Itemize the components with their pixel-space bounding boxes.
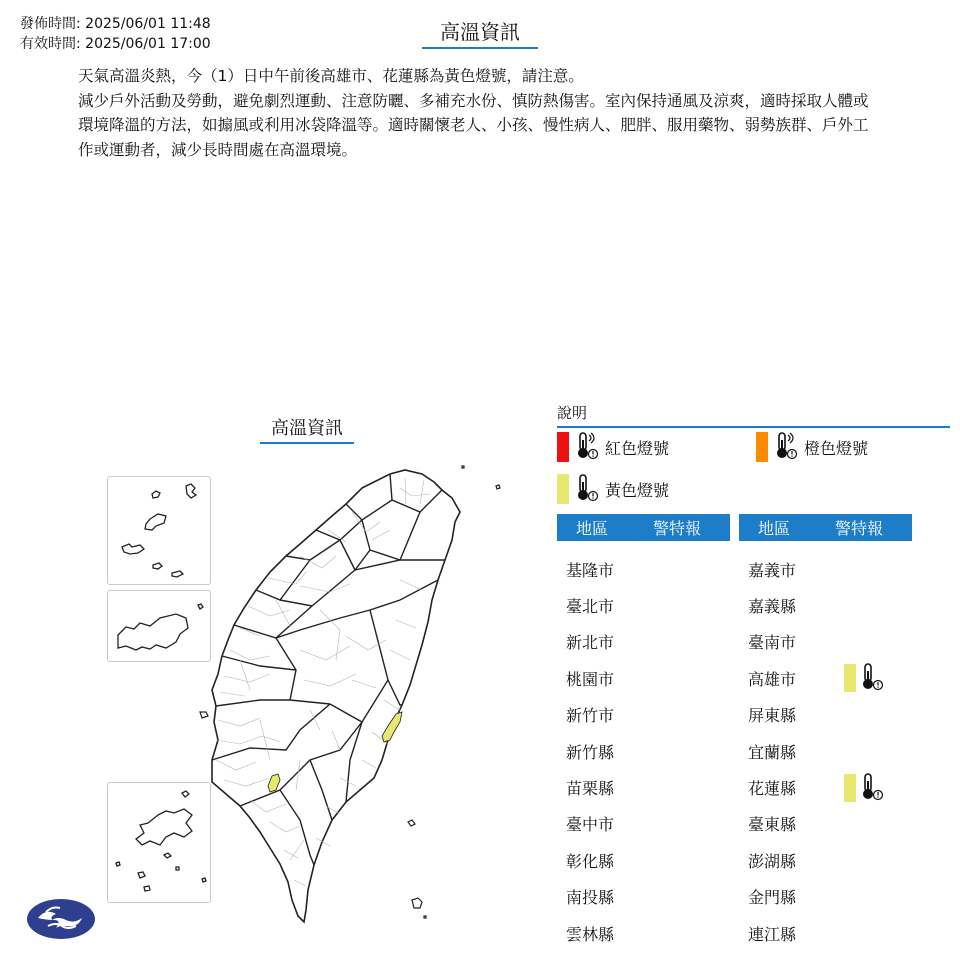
table-row — [557, 733, 730, 769]
issued-time: 2025/06/01 11:48 — [85, 16, 211, 32]
valid-time: 2025/06/01 17:00 — [85, 36, 211, 52]
table-row — [739, 806, 912, 842]
table-row — [739, 551, 912, 587]
region-name: 新竹市 — [566, 706, 615, 726]
region-name: 苗栗縣 — [566, 779, 615, 799]
thermometer-warning-icon — [575, 472, 599, 506]
region-name: 屏東縣 — [748, 706, 797, 726]
legend-title: 說明 — [557, 402, 950, 428]
region-name: 臺東縣 — [748, 815, 797, 835]
page-title: 高溫資訊 — [422, 16, 538, 49]
message-line-2: 減少戶外活動及勞動，避免劇烈運動、注意防曬、多補充水份、慎防熱傷害。室內保持通風及涼爽，適時採取人體或環境降溫的方法，如搧風或利用冰袋降溫等。適時關懷老人、小孩、慢性病人、肥胖、服用藥物、弱勢族群、戶外工作或運動者，減少長時間處在高溫環境。 — [78, 91, 869, 159]
issued-label: 發佈時間: — [20, 16, 81, 32]
thermometer-warning-icon — [575, 430, 599, 464]
table-row — [739, 587, 912, 623]
col-region: 地區 — [575, 519, 608, 538]
region-name: 嘉義市 — [748, 560, 797, 580]
legend-red-label: 紅色燈號 — [605, 438, 670, 458]
valid-label: 有效時間: — [20, 36, 81, 52]
map-title: 高溫資訊 — [260, 414, 354, 444]
region-name: 基隆市 — [566, 560, 615, 580]
table-row — [557, 697, 730, 733]
region-name: 桃園市 — [566, 669, 615, 689]
yellow-swatch — [844, 774, 856, 802]
region-name: 嘉義縣 — [748, 597, 797, 617]
table-row — [739, 769, 912, 805]
legend-yellow — [557, 472, 669, 506]
thermometer-warning-icon — [860, 771, 884, 805]
region-name: 臺南市 — [748, 633, 797, 653]
region-name: 金門縣 — [748, 888, 797, 908]
col-region: 地區 — [757, 519, 790, 538]
table-rows — [739, 551, 912, 951]
region-name: 臺北市 — [566, 597, 615, 617]
region-table-right — [739, 514, 912, 951]
table-row — [557, 660, 730, 696]
region-name: 高雄市 — [748, 669, 797, 689]
table-rows — [557, 551, 730, 951]
taiwan-map — [100, 460, 520, 930]
table-row — [739, 660, 912, 696]
table-row — [557, 879, 730, 915]
col-warning: 警特報 — [652, 519, 701, 538]
legend-orange-label: 橙色燈號 — [804, 438, 869, 458]
yellow-swatch — [844, 664, 856, 692]
region-name: 雲林縣 — [566, 924, 615, 944]
warning-indicator — [844, 771, 884, 805]
region-name: 臺中市 — [566, 815, 615, 835]
table-header — [557, 514, 730, 541]
region-name: 宜蘭縣 — [748, 742, 797, 762]
thermometer-warning-icon — [774, 430, 798, 464]
message-text — [78, 64, 878, 162]
red-swatch — [557, 432, 569, 462]
warning-indicator — [844, 661, 884, 695]
cwa-logo — [26, 898, 96, 944]
table-row — [557, 915, 730, 951]
region-name: 新竹縣 — [566, 742, 615, 762]
col-warning: 警特報 — [834, 519, 883, 538]
table-row — [557, 806, 730, 842]
table-row — [557, 842, 730, 878]
table-row — [557, 587, 730, 623]
region-table-left — [557, 514, 730, 951]
region-name: 連江縣 — [748, 924, 797, 944]
yellow-swatch — [557, 474, 569, 504]
region-name: 彰化縣 — [566, 851, 615, 871]
table-row — [739, 842, 912, 878]
table-row — [557, 624, 730, 660]
legend-yellow-label: 黃色燈號 — [605, 480, 670, 500]
timestamps — [20, 14, 211, 54]
legend-red — [557, 430, 669, 464]
region-name: 南投縣 — [566, 888, 615, 908]
table-row — [739, 624, 912, 660]
table-row — [739, 879, 912, 915]
table-row — [739, 697, 912, 733]
region-name: 新北市 — [566, 633, 615, 653]
thermometer-warning-icon — [860, 661, 884, 695]
table-row — [739, 915, 912, 951]
legend-orange — [756, 430, 868, 464]
region-name: 花蓮縣 — [748, 779, 797, 799]
table-row — [739, 733, 912, 769]
table-header — [739, 514, 912, 541]
table-row — [557, 769, 730, 805]
message-line-1: 天氣高溫炎熱，今（1）日中午前後高雄市、花蓮縣為黃色燈號，請注意。 — [78, 67, 584, 85]
table-row — [557, 551, 730, 587]
orange-swatch — [756, 432, 768, 462]
region-name: 澎湖縣 — [748, 851, 797, 871]
